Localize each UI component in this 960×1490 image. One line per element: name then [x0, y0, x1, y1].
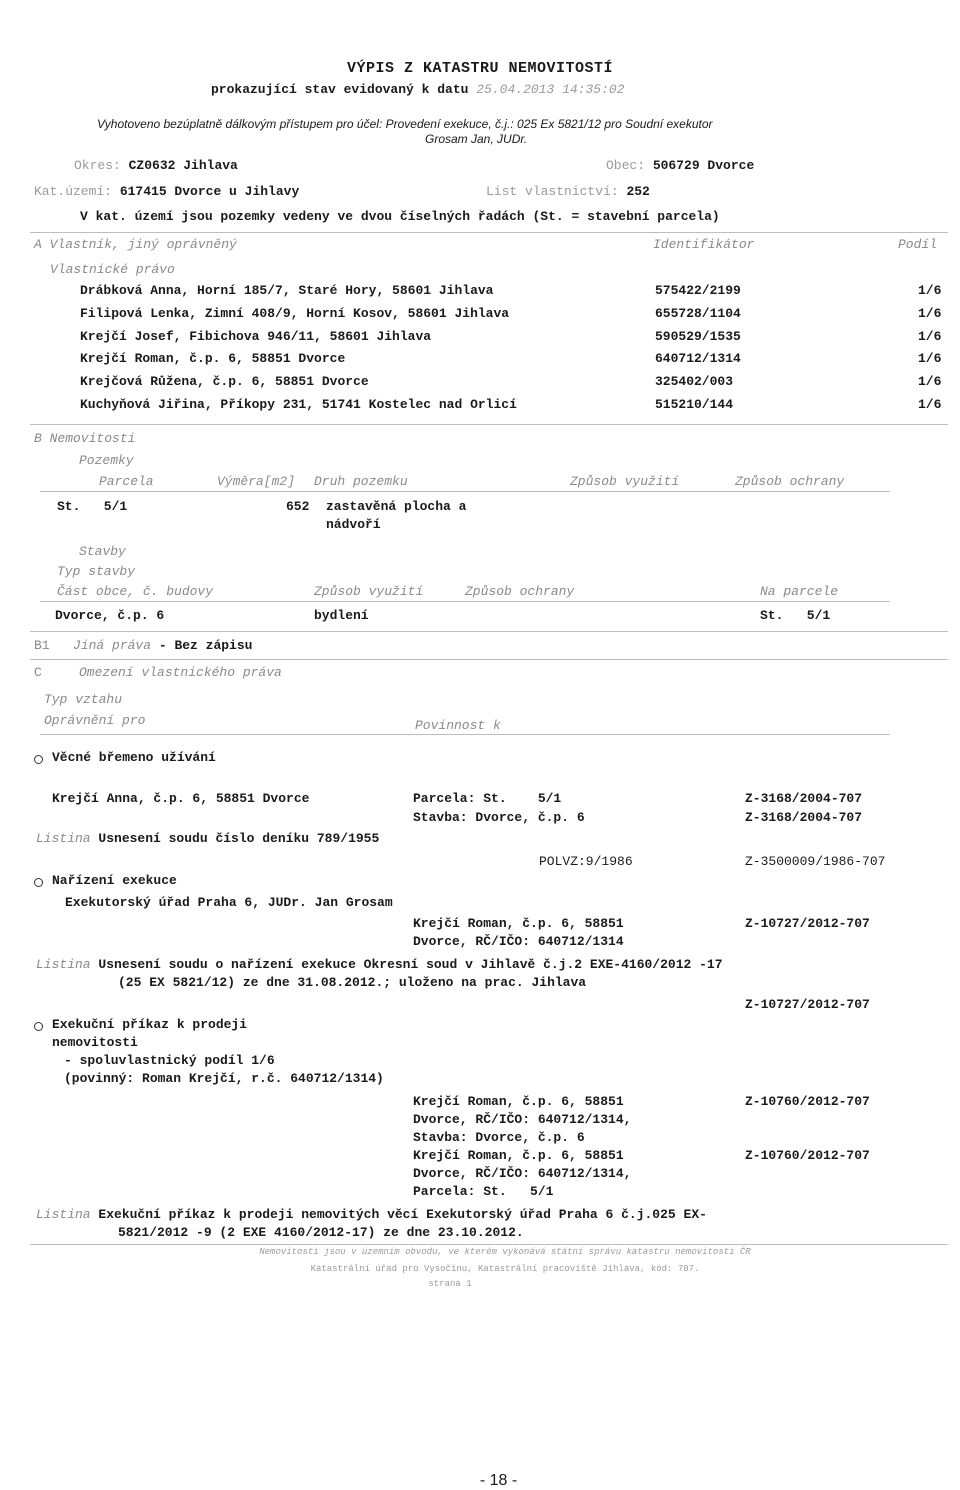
footer-note-line1: Nemovitosti jsou v územním obvodu, ve kterém vykonává státní správu katastru nemovitostí ČR — [259, 1247, 751, 1257]
polvz-ref: Z-3500009/1986-707 — [745, 854, 886, 869]
column-vyuziti: Způsob využití — [570, 474, 680, 489]
column-share: Podíl — [898, 237, 938, 252]
bullet-icon — [34, 1022, 43, 1031]
building-parcel: St. 5/1 — [760, 608, 831, 623]
stavby-heading: Stavby — [79, 544, 126, 559]
building-use: bydlení — [314, 608, 369, 623]
owner-share: 1/6 — [918, 283, 942, 298]
katuzemi-row: Kat.území: 617415 Dvorce u Jihlavy — [34, 184, 300, 199]
entry-ref: Z-10760/2012-707 — [745, 1148, 870, 1163]
entry-obligor-id: Dvorce, RČ/IČO: 640712/1314 — [413, 934, 624, 949]
divider — [30, 232, 948, 233]
owner-id: 590529/1535 — [655, 329, 741, 344]
owner-share: 1/6 — [918, 306, 942, 321]
bullet-icon — [34, 878, 43, 887]
lv-row: List vlastnictví: 252 — [486, 184, 650, 199]
entry-obligor: Krejčí Roman, č.p. 6, 58851 — [413, 1094, 624, 1109]
subtitle-date: 25.04.2013 14:35:02 — [476, 82, 625, 97]
entry-obligor: Krejčí Roman, č.p. 6, 58851 — [413, 916, 624, 931]
katuzemi-value: 617415 Dvorce u Jihlavy — [119, 184, 300, 199]
entry-parcel: Parcela: St. 5/1 — [413, 791, 562, 806]
divider — [30, 1244, 948, 1245]
entry-ref: Z-3168/2004-707 — [745, 791, 863, 806]
section-b1-heading: Jiná práva — [73, 638, 152, 653]
entry-party: Exekutorský úřad Praha 6, JUDr. Jan Grosam — [65, 895, 393, 910]
entry-obligor: Krejčí Roman, č.p. 6, 58851 — [413, 1148, 624, 1163]
column-ochrana: Způsob ochrany — [735, 474, 845, 489]
column-parcela: Parcela — [99, 474, 154, 489]
entry-obligor-note: (povinný: Roman Krejčí, r.č. 640712/1314) — [64, 1071, 384, 1086]
divider — [30, 659, 948, 660]
section-b1-label: B1 — [34, 638, 50, 653]
footer-note-line2: Katastrální úřad pro Vysočinu, Katastrální pracoviště Jihlava, kód: 707. — [310, 1264, 700, 1274]
entry-obligor-id: Dvorce, RČ/IČO: 640712/1314, — [413, 1166, 632, 1181]
entry-title-cont: nemovitosti — [52, 1035, 138, 1050]
section-b1-row — [34, 638, 252, 653]
parcel-kind-2: nádvoří — [326, 517, 381, 532]
subtitle-prefix: prokazující stav evidovaný k datu — [211, 82, 469, 97]
entry-title: Exekuční příkaz k prodeji — [52, 1017, 248, 1032]
column-druh: Druh pozemku — [314, 474, 408, 489]
divider — [30, 424, 948, 425]
okres-row: Okres: CZ0632 Jihlava — [74, 158, 238, 173]
access-note-line1: Vyhotoveno bezúplatně dálkovým přístupem pro účel: Provedení exekuce, č.j.: 025 Ex 5821/12 pro Soudní exekutor — [97, 117, 713, 131]
owner-id: 575422/2199 — [655, 283, 741, 298]
column-cast-obce: Část obce, č. budovy — [57, 584, 214, 599]
owner-id: 640712/1314 — [655, 351, 741, 366]
entry-ref: Z-10727/2012-707 — [745, 997, 870, 1012]
entry-listina-cont: 5821/2012 -9 (2 EXE 4160/2012-17) ze dne 23.10.2012. — [118, 1225, 524, 1240]
pozemky-heading: Pozemky — [79, 453, 134, 468]
column-na-parcele: Na parcele — [760, 584, 839, 599]
section-b-heading: B Nemovitosti — [34, 431, 136, 446]
typ-vztahu-heading: Typ vztahu — [44, 692, 123, 707]
lv-value: 252 — [626, 184, 650, 199]
polvz-value: POLVZ:9/1986 — [539, 854, 633, 869]
owner-share: 1/6 — [918, 329, 942, 344]
bullet-icon — [34, 755, 43, 764]
ownership-subheading: Vlastnické právo — [50, 262, 175, 277]
entry-ref: Z-10727/2012-707 — [745, 916, 870, 931]
document-subtitle — [211, 82, 625, 97]
typ-stavby-heading: Typ stavby — [57, 564, 136, 579]
entry-listina-cont: (25 EX 5821/12) ze dne 31.08.2012.; uloženo na prac. Jihlava — [118, 975, 587, 990]
number-series-note: V kat. území jsou pozemky vedeny ve dvou číselných řadách (St. = stavební parcela) — [80, 209, 720, 224]
section-a-heading: A Vlastník, jiný oprávněný — [34, 237, 237, 252]
entry-listina: Listina Exekuční příkaz k prodeji nemovitých věcí Exekutorský úřad Praha 6 č.j.025 EX- — [36, 1207, 707, 1222]
entry-title: Nařízení exekuce — [52, 873, 177, 888]
divider — [40, 491, 890, 492]
page-number: - 18 - — [479, 1472, 518, 1489]
owner-id: 325402/003 — [655, 374, 734, 389]
obec-value: 506729 Dvorce — [652, 158, 755, 173]
parcel-area: 652 — [286, 499, 310, 514]
owner-name: Kuchyňová Jiřina, Příkopy 231, 51741 Kostelec nad Orlicí — [80, 397, 517, 412]
owner-name: Krejčová Růžena, č.p. 6, 58851 Dvorce — [80, 374, 369, 389]
entry-ref: Z-3168/2004-707 — [745, 810, 863, 825]
section-c-label: C — [34, 665, 42, 680]
entry-obligor-id: Dvorce, RČ/IČO: 640712/1314, — [413, 1112, 632, 1127]
entry-building: Stavba: Dvorce, č.p. 6 — [413, 1130, 585, 1145]
entry-subtitle: - spoluvlastnický podíl 1/6 — [64, 1053, 275, 1068]
owner-share: 1/6 — [918, 397, 942, 412]
section-b1-value: - Bez zápisu — [158, 638, 253, 653]
owner-name: Krejčí Roman, č.p. 6, 58851 Dvorce — [80, 351, 346, 366]
building-address: Dvorce, č.p. 6 — [55, 608, 165, 623]
owner-name: Krejčí Josef, Fibichova 946/11, 58601 Jihlava — [80, 329, 432, 344]
document-title: VÝPIS Z KATASTRU NEMOVITOSTÍ — [346, 60, 614, 77]
entry-title: Věcné břemeno užívání — [52, 750, 216, 765]
parcel-id: St. 5/1 — [57, 499, 128, 514]
povinnost-k-heading: Povinnost k — [415, 718, 501, 733]
okres-value: CZ0632 Jihlava — [128, 158, 238, 173]
parcel-kind-1: zastavěná plocha a — [326, 499, 467, 514]
entry-listina: Listina Usnesení soudu číslo deníku 789/1955 — [36, 831, 380, 846]
owner-share: 1/6 — [918, 351, 942, 366]
divider — [40, 601, 890, 602]
entry-parcel: Parcela: St. 5/1 — [413, 1184, 554, 1199]
entry-building: Stavba: Dvorce, č.p. 6 — [413, 810, 585, 825]
owner-name: Filipová Lenka, Zimní 408/9, Horní Kosov, 58601 Jihlava — [80, 306, 510, 321]
divider — [30, 631, 948, 632]
obec-row: Obec: 506729 Dvorce — [606, 158, 755, 173]
footer-page-label: strana 1 — [428, 1279, 472, 1289]
entry-beneficiary: Krejčí Anna, č.p. 6, 58851 Dvorce — [52, 791, 310, 806]
owner-name: Drábková Anna, Horní 185/7, Staré Hory, 58601 Jihlava — [80, 283, 494, 298]
opravneni-pro-heading: Oprávnění pro — [44, 713, 146, 728]
owner-id: 655728/1104 — [655, 306, 741, 321]
owner-id: 515210/144 — [655, 397, 734, 412]
access-note-line2: Grosam Jan, JUDr. — [425, 132, 528, 146]
entry-ref: Z-10760/2012-707 — [745, 1094, 870, 1109]
section-c-heading: Omezení vlastnického práva — [79, 665, 282, 680]
column-zp-vyuziti: Způsob využití — [314, 584, 424, 599]
column-vymera: Výměra[m2] — [217, 474, 296, 489]
divider — [40, 734, 890, 735]
entry-listina: Listina Usnesení soudu o nařízení exekuce Okresní soud v Jihlavě č.j.2 EXE-4160/2012 -17 — [36, 957, 723, 972]
column-identifier: Identifikátor — [653, 237, 755, 252]
column-zp-ochrany: Způsob ochrany — [465, 584, 575, 599]
owner-share: 1/6 — [918, 374, 942, 389]
